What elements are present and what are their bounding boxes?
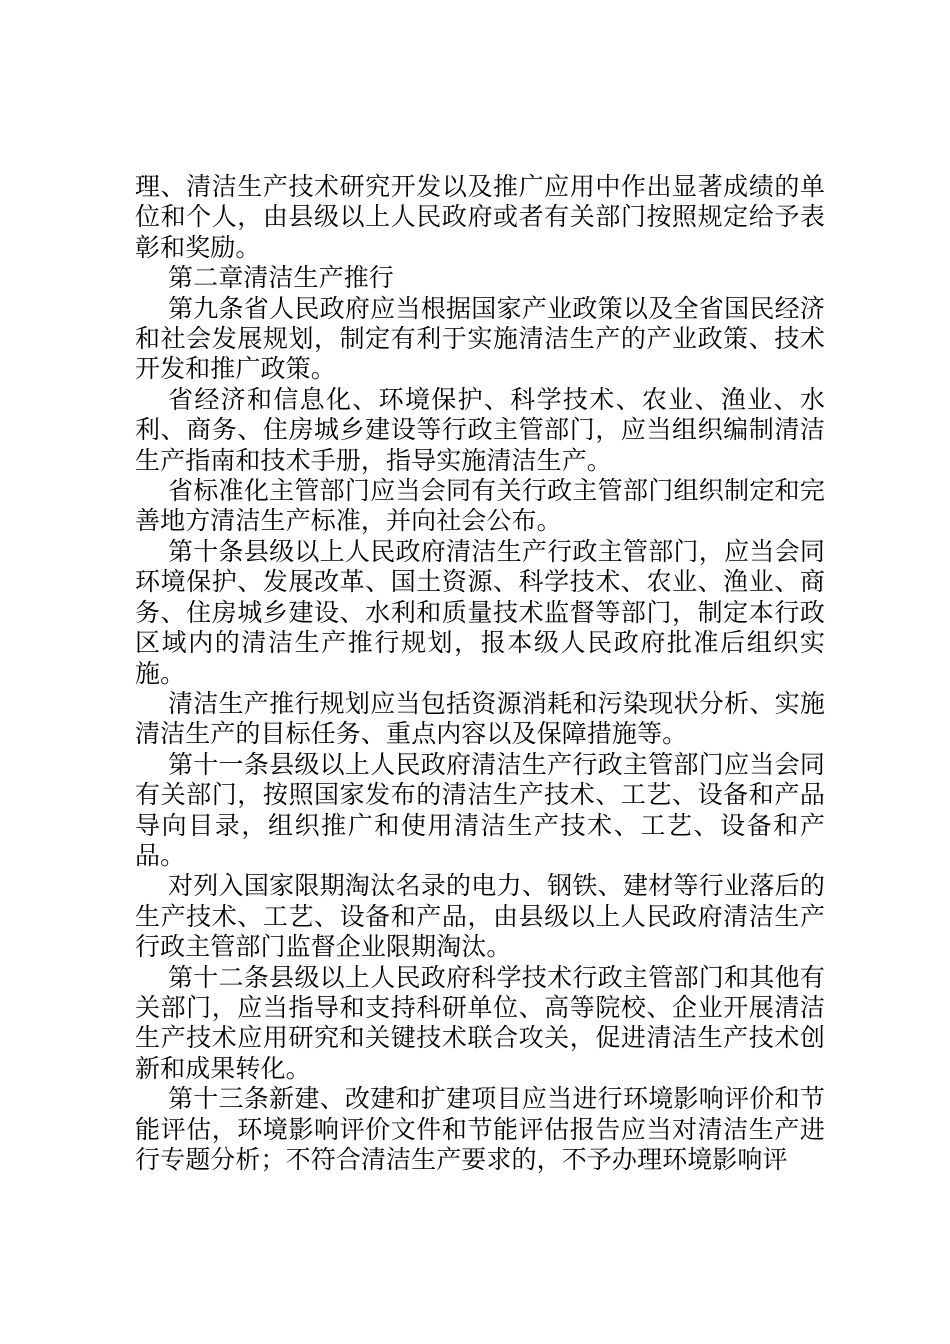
- article-13: 第十三条新建、改建和扩建项目应当进行环境影响评价和节能评估，环境影响评价文件和节能评估报告应当对清洁生产进行专题分析；不符合清洁生产要求的，不予办理环境影响评: [135, 1084, 825, 1174]
- article-10-paragraph-2: 清洁生产推行规划应当包括资源消耗和污染现状分析、实施清洁生产的目标任务、重点内容以及保障措施等。: [135, 688, 825, 749]
- article-9: 第九条省人民政府应当根据国家产业政策以及全省国民经济和社会发展规划，制定有利于实施清洁生产的产业政策、技术开发和推广政策。: [135, 293, 825, 384]
- article-10: 第十条县级以上人民政府清洁生产行政主管部门，应当会同环境保护、发展改革、国土资源、科学技术、农业、渔业、商务、住房城乡建设、水利和质量技术监督等部门，制定本行政区域内的清洁生产推行规划，报本级人民政府批准后组织实施。: [135, 536, 825, 688]
- chapter-heading: 第二章清洁生产推行: [168, 263, 394, 293]
- document-body: [135, 172, 825, 1175]
- article-11: 第十一条县级以上人民政府清洁生产行政主管部门应当会同有关部门，按照国家发布的清洁生产技术、工艺、设备和产品导向目录，组织推广和使用清洁生产技术、工艺、设备和产品。: [135, 749, 825, 870]
- article-12: 第十二条县级以上人民政府科学技术行政主管部门和其他有关部门，应当指导和支持科研单位、高等院校、企业开展清洁生产技术应用研究和关键技术联合攻关，促进清洁生产技术创新和成果转化。: [135, 962, 825, 1083]
- article-9-paragraph-3: 省标准化主管部门应当会同有关行政主管部门组织制定和完善地方清洁生产标准，并向社会公布。: [135, 476, 825, 536]
- article-9-paragraph-2: 省经济和信息化、环境保护、科学技术、农业、渔业、水利、商务、住房城乡建设等行政主管部门，应当组织编制清洁生产指南和技术手册，指导实施清洁生产。: [135, 384, 825, 475]
- article-11-paragraph-2: 对列入国家限期淘汰名录的电力、钢铁、建材等行业落后的生产技术、工艺、设备和产品，由县级以上人民政府清洁生产行政主管部门监督企业限期淘汰。: [135, 871, 825, 962]
- paragraph-continuation: 理、清洁生产技术研究开发以及推广应用中作出显著成绩的单位和个人，由县级以上人民政府或者有关部门按照规定给予表彰和奖励。: [135, 172, 825, 262]
